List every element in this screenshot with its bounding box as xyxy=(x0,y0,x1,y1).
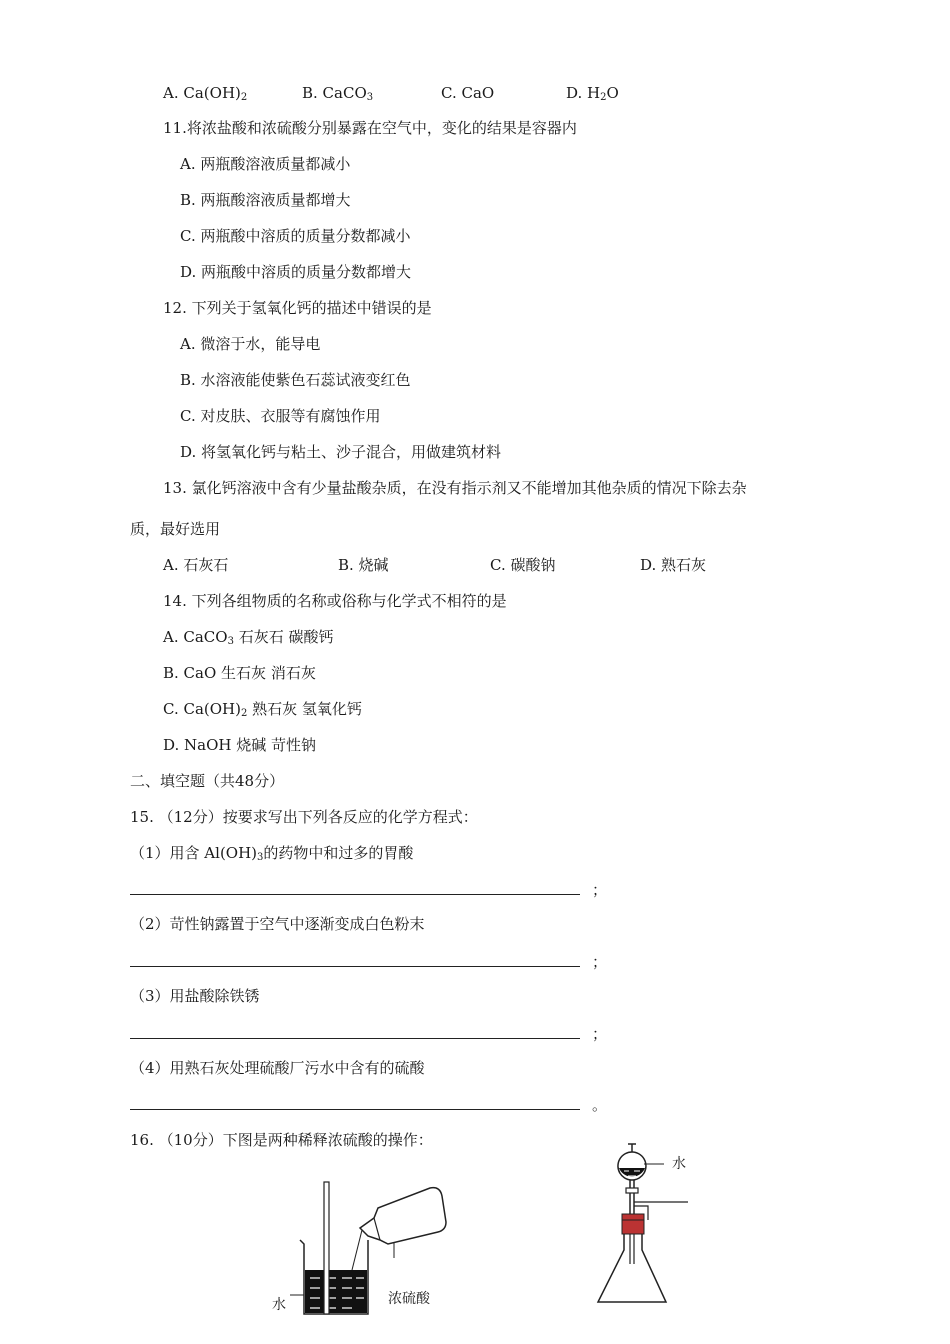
q13-stem-continued: 质，最好选用 xyxy=(130,520,221,538)
q13-option-a: A. 石灰石 xyxy=(163,556,229,574)
diagram-funnel-flask xyxy=(592,1142,712,1312)
q11-option-d: D. 两瓶酸中溶质的质量分数都增大 xyxy=(180,263,412,281)
q14-stem: 14. 下列各组物质的名称或俗称与化学式不相符的是 xyxy=(163,592,507,610)
semicolon: ； xyxy=(592,881,608,899)
q10-option-c: C. CaO xyxy=(441,84,495,102)
q11-stem: 11.将浓盐酸和浓硫酸分别暴露在空气中，变化的结果是容器内 xyxy=(163,119,577,137)
q13-option-d: D. 熟石灰 xyxy=(640,556,707,574)
q10-option-d: D. $H_2O$ xyxy=(566,84,619,103)
q10-option-a: A. $Ca(OH)_2$ xyxy=(163,84,248,103)
q15-part-2: （2）苛性钠露置于空气中逐渐变成白色粉末 xyxy=(130,915,425,933)
answer-blank-4[interactable] xyxy=(130,1109,580,1110)
semicolon: ； xyxy=(592,1025,608,1043)
diagram-beaker-pouring xyxy=(290,1178,470,1328)
q14-option-b: B. CaO 生石灰 消石灰 xyxy=(163,664,316,682)
q15-stem: 15. （12分）按要求写出下列各反应的化学方程式： xyxy=(130,808,478,826)
answer-blank-1[interactable] xyxy=(130,894,580,895)
q13-stem: 13. 氯化钙溶液中含有少量盐酸杂质，在没有指示剂又不能增加其他杂质的情况下除去杂 xyxy=(163,479,747,497)
q11-option-b: B. 两瓶酸溶液质量都增大 xyxy=(180,191,351,209)
label-concentrated-acid: 浓硫酸 xyxy=(388,1291,430,1307)
q12-option-a: A. 微溶于水，能导电 xyxy=(180,335,321,353)
q12-stem: 12. 下列关于氢氧化钙的描述中错误的是 xyxy=(163,299,432,317)
q14-option-c: C. $Ca(OH)_2$ 熟石灰 氢氧化钙 xyxy=(163,700,362,719)
q15-part-1: （1）用含 $Al(OH)_3$的药物中和过多的胃酸 xyxy=(130,844,414,863)
q12-option-b: B. 水溶液能使紫色石蕊试液变红色 xyxy=(180,371,411,389)
section-heading: 二、填空题（共48分） xyxy=(130,772,285,790)
answer-blank-3[interactable] xyxy=(130,1038,580,1039)
label-water-left: 水 xyxy=(272,1297,286,1313)
q12-option-c: C. 对皮肤、衣服等有腐蚀作用 xyxy=(180,407,381,425)
answer-blank-2[interactable] xyxy=(130,966,580,967)
q15-part-4: （4）用熟石灰处理硫酸厂污水中含有的硫酸 xyxy=(130,1059,425,1077)
q11-option-a: A. 两瓶酸溶液质量都减小 xyxy=(180,155,351,173)
q16-stem: 16. （10分）下图是两种稀释浓硫酸的操作： xyxy=(130,1131,433,1149)
q15-part-3: （3）用盐酸除铁锈 xyxy=(130,987,260,1005)
q14-option-a: A. CaCO$_3$ 石灰石 碳酸钙 xyxy=(163,628,334,647)
period: 。 xyxy=(592,1096,608,1114)
semicolon: ； xyxy=(592,953,608,971)
q11-option-c: C. 两瓶酸中溶质的质量分数都减小 xyxy=(180,227,411,245)
q13-option-c: C. 碳酸钠 xyxy=(490,556,556,574)
q14-option-d: D. NaOH 烧碱 苛性钠 xyxy=(163,736,317,754)
q10-option-b: B. CaCO$_3$ xyxy=(302,84,374,103)
q13-option-b: B. 烧碱 xyxy=(338,556,389,574)
q12-option-d: D. 将氢氧化钙与粘土、沙子混合，用做建筑材料 xyxy=(180,443,502,461)
label-water-right: 水 xyxy=(672,1156,686,1172)
